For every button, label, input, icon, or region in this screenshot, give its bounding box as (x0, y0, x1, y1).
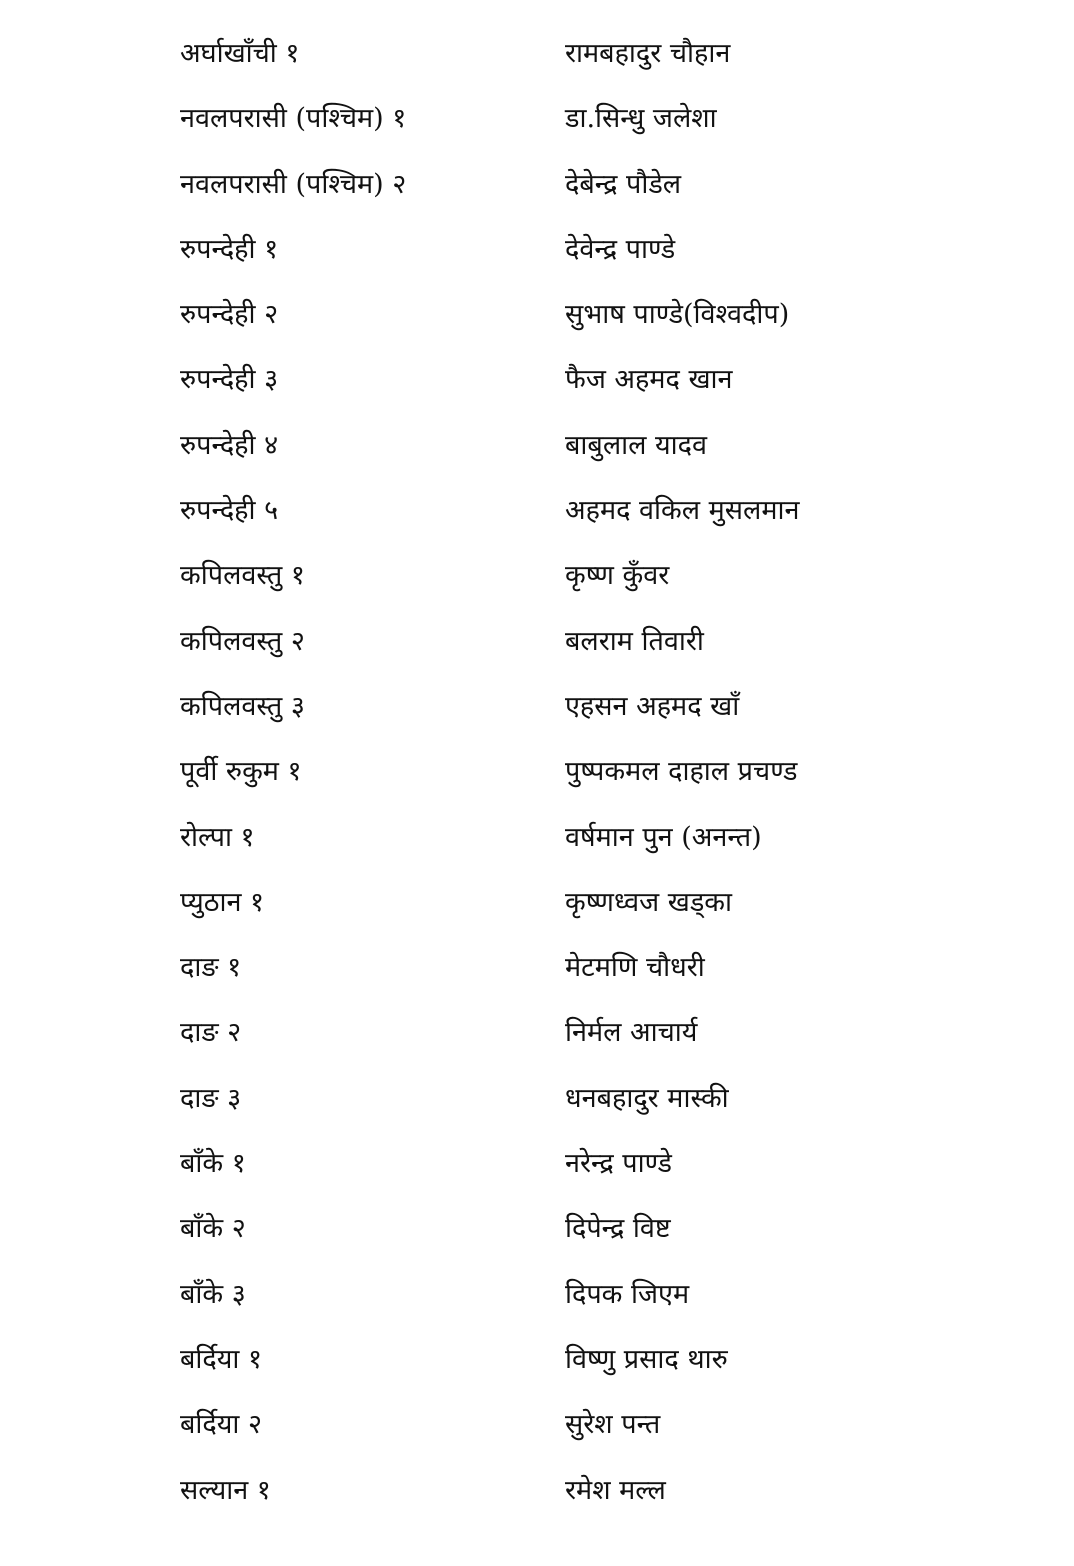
constituency-name: बर्दिया २ (180, 1409, 263, 1441)
candidate-name: देबेन्द्र पौडेल (565, 168, 682, 200)
constituency-name: रुपन्देही १ (180, 233, 279, 265)
constituency-name: दाङ ३ (180, 1082, 242, 1114)
candidate-name: सुरेश पन्त (565, 1409, 661, 1441)
constituency-name: रुपन्देही २ (180, 299, 279, 331)
list-row (0, 483, 1074, 548)
candidate-name: कृष्णध्वज खड्का (565, 886, 732, 918)
list-row (0, 287, 1074, 352)
list-row (0, 1463, 1074, 1528)
constituency-name: बाँके ३ (180, 1278, 246, 1310)
candidate-name: मेटमणि चौधरी (565, 952, 705, 984)
list-row (0, 352, 1074, 417)
constituency-name: सल्यान १ (180, 1474, 271, 1506)
list-row (0, 222, 1074, 287)
constituency-name: कपिलवस्तु २ (180, 625, 305, 657)
candidate-name: निर्मल आचार्य (565, 1017, 698, 1049)
constituency-name: बर्दिया १ (180, 1343, 263, 1375)
constituency-name: अर्घाखाँची १ (180, 38, 300, 69)
candidate-name: रामबहादुर चौहान (565, 38, 731, 69)
list-row (0, 744, 1074, 809)
list-row (0, 91, 1074, 156)
constituency-name: नवलपरासी (पश्चिम) २ (180, 168, 407, 200)
candidate-name: रमेश मल्ल (565, 1474, 666, 1506)
constituency-name: प्युठान १ (180, 886, 265, 918)
constituency-name: कपिलवस्तु ३ (180, 690, 305, 722)
candidate-name: विष्णु प्रसाद थारु (565, 1343, 728, 1375)
candidate-name: बाबुलाल यादव (565, 429, 708, 461)
candidate-list-document (0, 26, 1074, 1528)
list-row (0, 418, 1074, 483)
list-row (0, 940, 1074, 1005)
constituency-name: बाँके २ (180, 1213, 246, 1245)
candidate-name: बलराम तिवारी (565, 625, 704, 657)
constituency-name: रुपन्देही ४ (180, 429, 279, 461)
candidate-name: पुष्पकमल दाहाल प्रचण्ड (565, 756, 798, 788)
candidate-name: अहमद वकिल मुसलमान (565, 495, 800, 527)
constituency-name: रुपन्देही ३ (180, 364, 279, 396)
list-row (0, 875, 1074, 940)
list-row (0, 614, 1074, 679)
list-row (0, 679, 1074, 744)
list-row (0, 1005, 1074, 1070)
candidate-name: सुभाष पाण्डे(विश्वदीप) (565, 299, 790, 331)
constituency-name: रोल्पा १ (180, 821, 255, 853)
list-row (0, 1136, 1074, 1201)
list-row (0, 1332, 1074, 1397)
candidate-name: धनबहादुर मास्की (565, 1082, 729, 1114)
list-row (0, 1397, 1074, 1462)
candidate-name: वर्षमान पुन (अनन्त) (565, 821, 762, 853)
constituency-name: पूर्वी रुकुम १ (180, 756, 302, 788)
candidate-name: देवेन्द्र पाण्डे (565, 233, 676, 265)
list-row (0, 1201, 1074, 1266)
list-row (0, 548, 1074, 613)
candidate-name: कृष्ण कुँवर (565, 560, 670, 592)
list-row (0, 1071, 1074, 1136)
candidate-name: फैज अहमद खान (565, 364, 733, 396)
candidate-name: दिपक जिएम (565, 1278, 690, 1310)
list-row (0, 1267, 1074, 1332)
candidate-name: दिपेन्द्र विष्ट (565, 1213, 671, 1245)
candidate-name: एहसन अहमद खाँ (565, 690, 740, 722)
list-row (0, 810, 1074, 875)
constituency-name: बाँके १ (180, 1148, 246, 1180)
constituency-name: दाङ १ (180, 952, 242, 984)
candidate-name: नरेन्द्र पाण्डे (565, 1148, 672, 1180)
candidate-name: डा.सिन्धु जलेशा (565, 103, 717, 135)
constituency-name: नवलपरासी (पश्चिम) १ (180, 103, 407, 135)
constituency-name: रुपन्देही ५ (180, 495, 279, 527)
constituency-name: कपिलवस्तु १ (180, 560, 305, 592)
constituency-name: दाङ २ (180, 1017, 242, 1049)
list-row (0, 26, 1074, 91)
list-row (0, 157, 1074, 222)
